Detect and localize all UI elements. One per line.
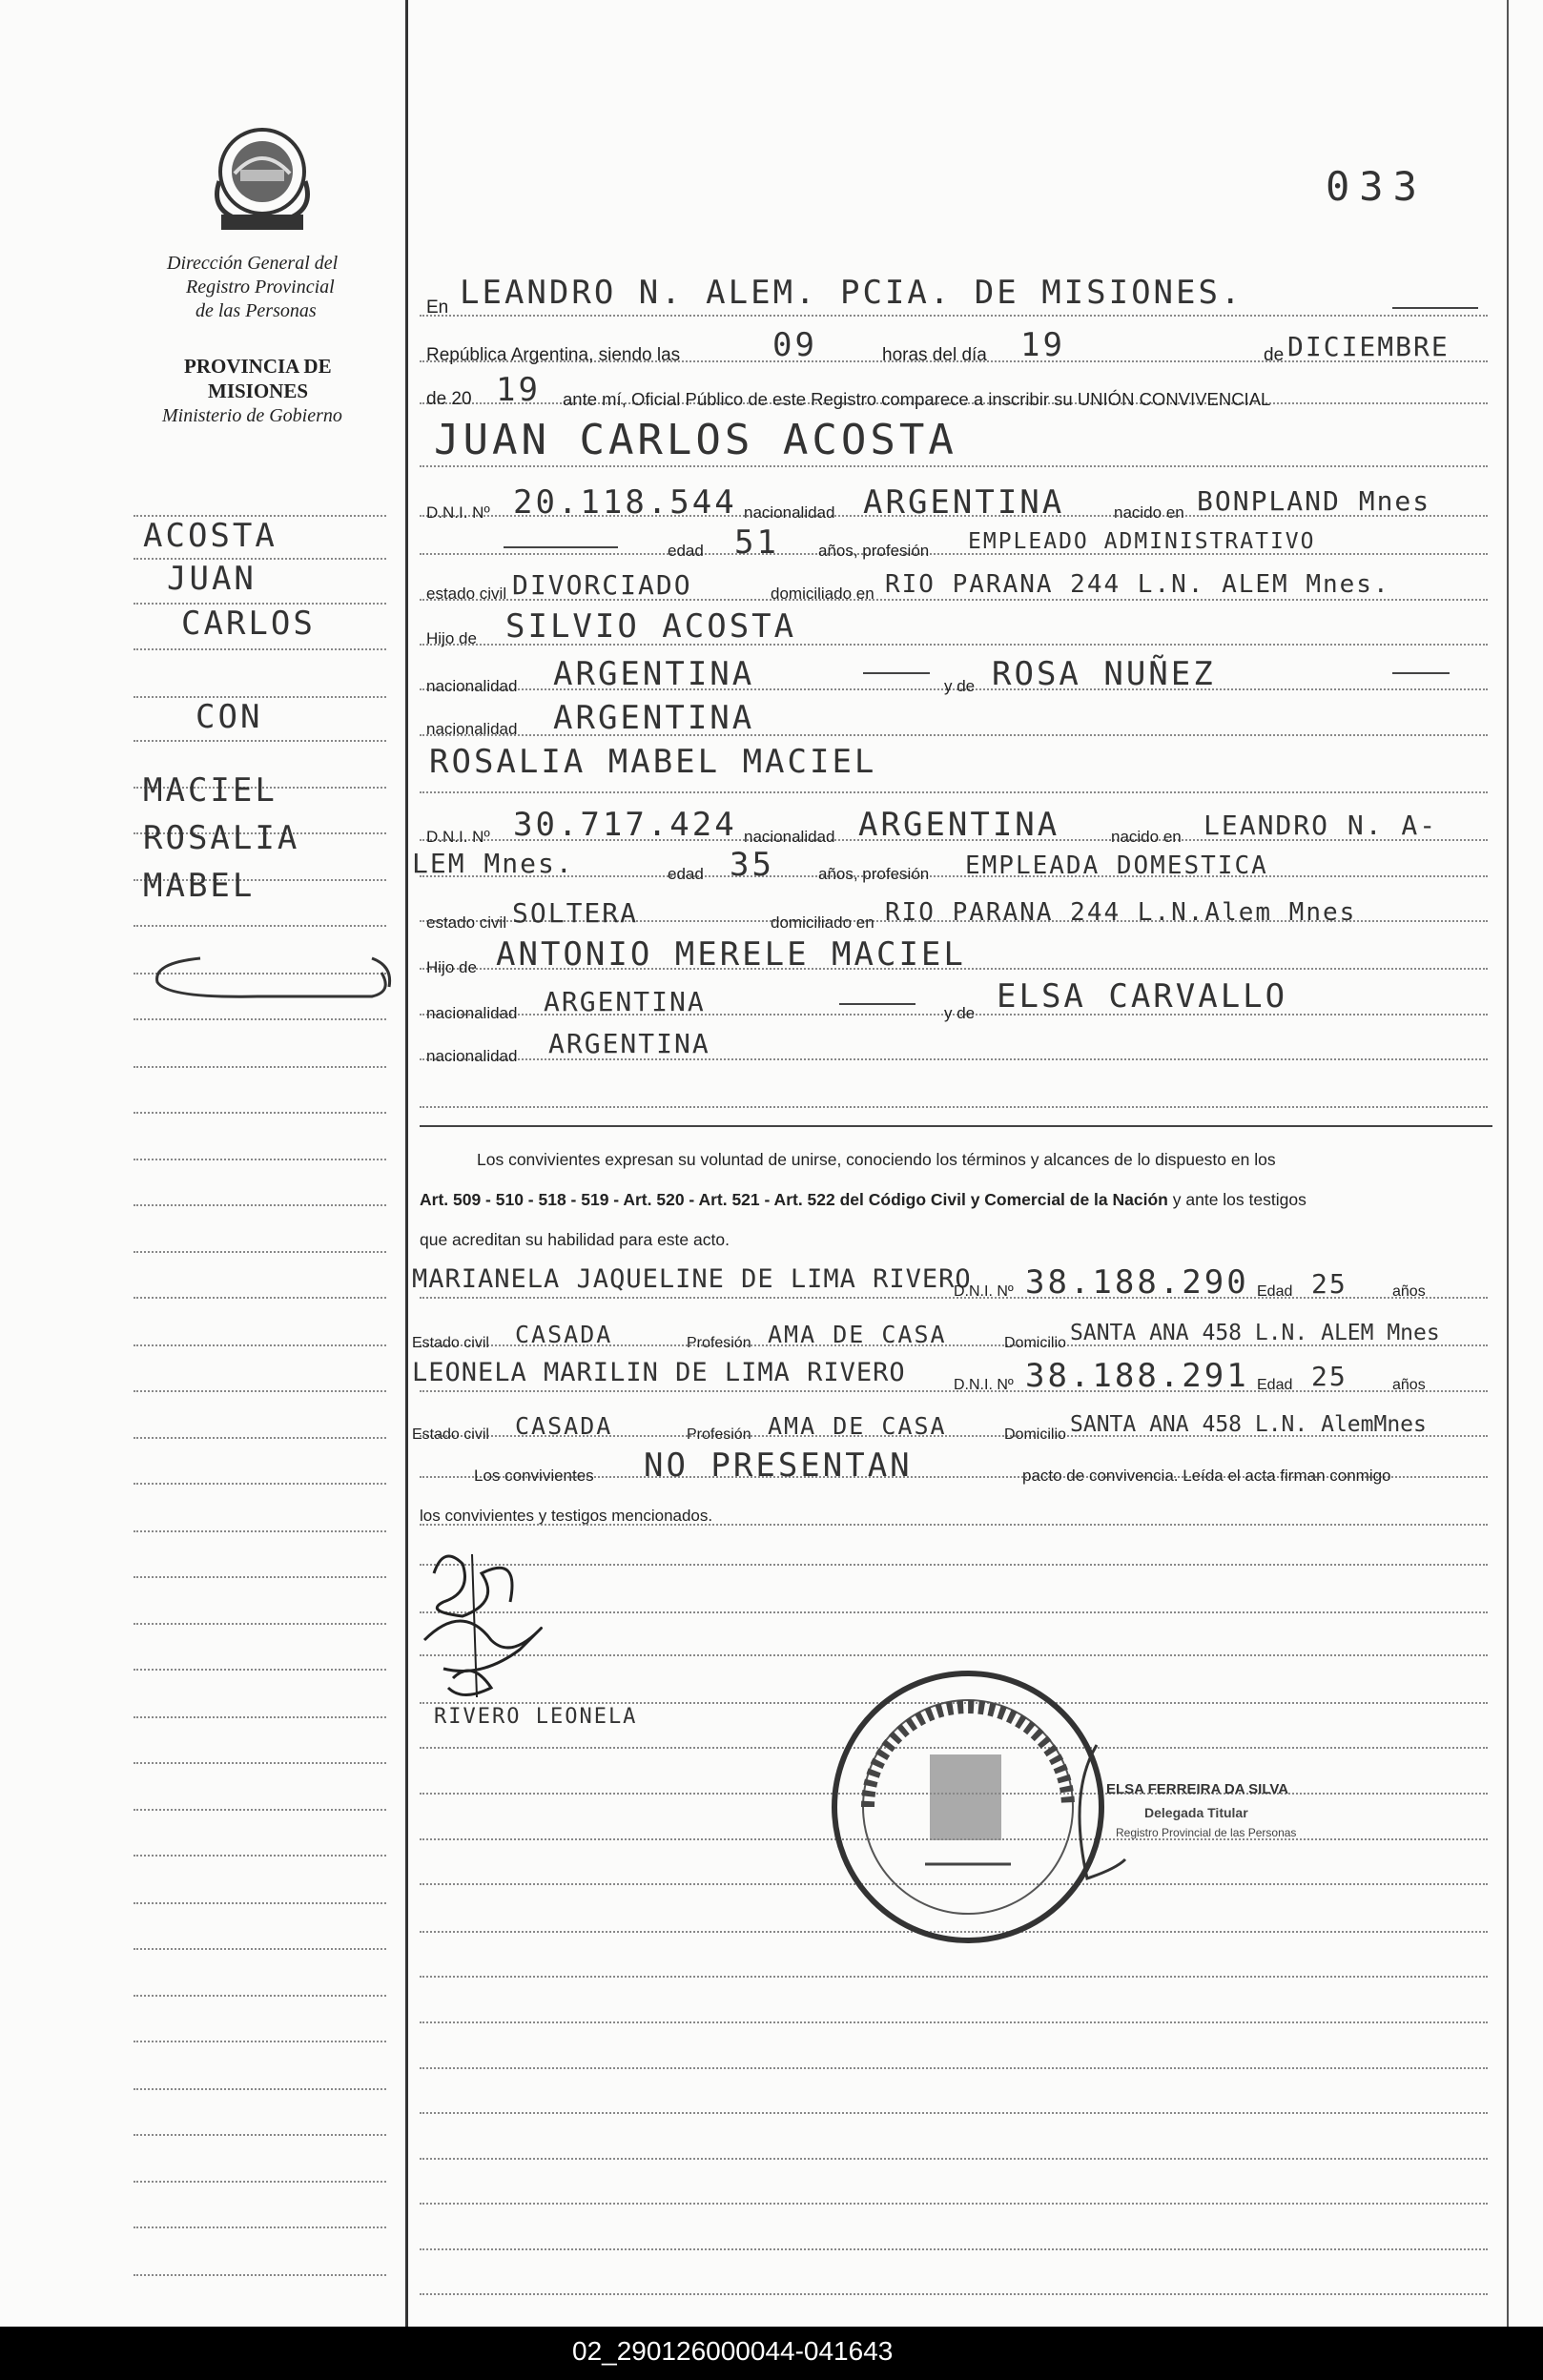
margin-con: CON [195, 698, 263, 736]
witness1-dni-label: D.N.I. Nº [954, 1283, 1014, 1300]
margin-ruled-line [134, 1297, 386, 1299]
field-nacido-1: BONPLAND Mnes [1197, 485, 1431, 517]
label-nac-madre-2: nacionalidad [426, 1047, 518, 1065]
margin-ruled-line [134, 2274, 386, 2276]
margin-name-2a: ROSALIA [143, 819, 300, 857]
field-profesion-1: EMPLEADO ADMINISTRATIVO [968, 529, 1316, 554]
witness1-profesion: AMA DE CASA [768, 1321, 947, 1348]
main-ruled-line [420, 1106, 1488, 1108]
margin-ruled-line [134, 648, 386, 650]
label-dni-1: D.N.I. Nº [426, 503, 490, 522]
witness2-name: LEONELA MARILIN DE LIMA RIVERO [412, 1358, 906, 1387]
label-dni-2: D.N.I. Nº [426, 828, 490, 846]
witness1-estado: CASADA [515, 1321, 613, 1348]
margin-ruled-line [134, 1204, 386, 1206]
margin-name-1b: CARLOS [181, 605, 316, 643]
witness2-anos-label: años [1392, 1377, 1426, 1393]
margin-ruled-line [134, 1623, 386, 1625]
field-dni-2: 30.717.424 [513, 806, 737, 844]
declaration-line-2 [420, 1190, 1306, 1210]
ministry-label: Ministerio de Gobierno [162, 405, 342, 426]
field-domicilio-1: RIO PARANA 244 L.N. ALEM Mnes. [885, 570, 1390, 599]
dash-line [1392, 307, 1478, 309]
margin-ruled-line [134, 2134, 386, 2136]
margin-ruled-line [134, 1530, 386, 1532]
main-ruled-line [420, 791, 1488, 793]
field-profesion-2: EMPLEADA DOMESTICA [965, 851, 1268, 880]
margin-ruled-line [134, 1855, 386, 1857]
main-ruled-line [420, 315, 1488, 317]
field-padre-2: ANTONIO MERELE MACIEL [496, 935, 966, 974]
witness1-profesion-label: Profesión [687, 1335, 751, 1351]
label-anos-2: años, profesión [818, 865, 930, 883]
dash-line [1392, 672, 1450, 674]
main-ruled-line [420, 875, 1488, 877]
label-de-month: de [1264, 345, 1285, 365]
field-person2-fullname: ROSALIA MABEL MACIEL [429, 743, 877, 781]
main-ruled-line [420, 2158, 1488, 2160]
field-edad-1: 51 [734, 523, 779, 562]
witness2-estado: CASADA [515, 1412, 613, 1440]
label-appear: ante mí, Oficial Público de este Registro comparece a inscribir su UNIÓN CONVIVENCIAL [563, 389, 1271, 409]
province-line-2: MISIONES [208, 380, 309, 402]
witness2-profesion: AMA DE CASA [768, 1412, 947, 1440]
field-month: DICIEMBRE [1287, 331, 1450, 362]
label-domicilio-2: domiciliado en [771, 913, 874, 932]
label-nacionalidad-1: nacionalidad [744, 503, 835, 522]
field-nacido-2a: LEANDRO N. A- [1204, 810, 1438, 841]
declaration-articles: Art. 509 - 510 - 518 - 519 - Art. 520 - Art. 521 - Art. 522 del Código Civil y Comercial de la Nación [420, 1190, 1168, 1209]
agency-line-3: de las Personas [195, 300, 317, 321]
closing-line-2: los convivientes y testigos mencionados. [420, 1507, 713, 1525]
label-nac-padre-2: nacionalidad [426, 1004, 518, 1022]
field-nac-madre-2: ARGENTINA [548, 1028, 710, 1059]
closing-pacto: NO PRESENTAN [644, 1446, 913, 1485]
margin-ruled-line [134, 1018, 386, 1020]
label-estado-2: estado civil [426, 913, 507, 932]
witness2-profesion-label: Profesión [687, 1426, 751, 1443]
field-padre-1: SILVIO ACOSTA [505, 607, 797, 646]
margin-ruled-line [134, 1576, 386, 1578]
margin-ruled-line [134, 2088, 386, 2090]
label-nacido-2: nacido en [1111, 828, 1182, 846]
right-border [1507, 0, 1509, 2327]
witness2-estado-label: Estado civil [412, 1426, 489, 1443]
label-edad-1: edad [668, 542, 704, 560]
field-year: 19 [496, 371, 541, 409]
dash-line [839, 1003, 916, 1005]
label-en: En [426, 298, 449, 318]
field-nacionalidad-1: ARGENTINA [863, 483, 1065, 522]
dash-line [863, 672, 930, 674]
label-anos-1: años, profesión [818, 542, 930, 560]
main-ruled-line [420, 2067, 1488, 2069]
margin-ruled-line [134, 1344, 386, 1346]
margin-ruled-line [134, 740, 386, 742]
closing-rest: pacto de convivencia. Leída el acta firman conmigo [1022, 1467, 1391, 1485]
witness1-edad-label: Edad [1257, 1283, 1293, 1300]
field-nac-madre-1: ARGENTINA [553, 699, 755, 737]
field-nac-padre-1: ARGENTINA [553, 655, 755, 693]
label-estado-1: estado civil [426, 585, 507, 603]
witness2-dni: 38.188.291 [1025, 1357, 1249, 1395]
label-year: de 20 [426, 389, 472, 409]
margin-ruled-line [134, 1716, 386, 1718]
label-y-de-1: y de [944, 677, 976, 695]
margin-ruled-line [134, 2181, 386, 2183]
label-hijo-1: Hijo de [426, 629, 477, 647]
declaration-line-3: que acreditan su habilidad para este acto. [420, 1230, 730, 1249]
witness1-domicilio-label: Domicilio [1004, 1335, 1066, 1351]
main-ruled-line [420, 2021, 1488, 2023]
field-nac-padre-2: ARGENTINA [544, 986, 706, 1017]
agency-line-1: Dirección General del [167, 253, 339, 274]
margin-ruled-line [134, 1112, 386, 1114]
witness2-edad: 25 [1311, 1361, 1348, 1392]
margin-name-2b: MABEL [143, 867, 256, 905]
label-republica: República Argentina, siendo las [426, 345, 681, 365]
agency-line-2: Registro Provincial [186, 277, 335, 298]
margin-ruled-line [134, 1762, 386, 1764]
margin-surname-1: ACOSTA [143, 517, 278, 555]
margin-closing-bracket-icon [143, 949, 401, 1006]
field-edad-2: 35 [730, 846, 774, 884]
signature-note: RIVERO LEONELA [434, 1705, 638, 1729]
witness1-domicilio: SANTA ANA 458 L.N. ALEM Mnes [1070, 1321, 1440, 1345]
main-ruled-line [420, 1976, 1488, 1978]
margin-ruled-line [134, 1390, 386, 1392]
main-ruled-line [420, 2203, 1488, 2205]
witness2-dni-label: D.N.I. Nº [954, 1377, 1014, 1393]
margin-ruled-line [134, 2041, 386, 2042]
field-place: LEANDRO N. ALEM. PCIA. DE MISIONES. [460, 274, 1244, 312]
margin-ruled-line [134, 2226, 386, 2228]
margin-ruled-line [134, 1066, 386, 1068]
field-dni-1: 20.118.544 [513, 483, 737, 522]
main-ruled-line [420, 1564, 1488, 1566]
official-signature-icon [1059, 1735, 1135, 1888]
label-hijo-2: Hijo de [426, 958, 477, 976]
field-day: 19 [1020, 326, 1065, 364]
main-ruled-line [420, 1654, 1488, 1656]
witness1-edad: 25 [1311, 1268, 1348, 1300]
official-title: Delegada Titular [1144, 1805, 1248, 1820]
margin-name-1a: JUAN [167, 560, 257, 598]
official-office: Registro Provincial de las Personas [1116, 1826, 1297, 1839]
margin-ruled-line [134, 1995, 386, 1997]
margin-ruled-line [134, 1437, 386, 1439]
margin-ruled-line [134, 1669, 386, 1671]
declaration-line-1: Los convivientes expresan su voluntad de unirse, conociendo los términos y alcances de lo dispuesto en los [477, 1150, 1276, 1169]
field-madre-2: ELSA CARVALLO [997, 977, 1288, 1016]
field-person1-fullname: JUAN CARLOS ACOSTA [434, 416, 957, 464]
label-edad-2: edad [668, 865, 704, 883]
field-estado-2: SOLTERA [512, 897, 639, 929]
field-hours: 09 [772, 326, 817, 364]
main-ruled-line [420, 1611, 1488, 1613]
province-line-1: PROVINCIA DE [184, 355, 332, 378]
field-estado-1: DIVORCIADO [512, 569, 692, 601]
main-ruled-line [420, 2293, 1488, 2295]
closing-label: Los convivientes [474, 1467, 594, 1485]
margin-ruled-line [134, 1948, 386, 1950]
declaration-witnesses: y ante los testigos [1172, 1190, 1306, 1209]
margin-ruled-line [134, 925, 386, 927]
page-number: 033 [1326, 163, 1427, 210]
margin-ruled-line [134, 1483, 386, 1485]
witness1-anos-label: años [1392, 1283, 1426, 1300]
label-nacionalidad-2: nacionalidad [744, 828, 835, 846]
official-name: ELSA FERREIRA DA SILVA [1106, 1781, 1289, 1797]
witness1-dni: 38.188.290 [1025, 1263, 1249, 1302]
field-nacido-2b: LEM Mnes. [412, 848, 574, 879]
coat-of-arms-icon [200, 114, 324, 238]
main-ruled-line [420, 2112, 1488, 2114]
witness2-domicilio-label: Domicilio [1004, 1426, 1066, 1443]
label-nacido-1: nacido en [1114, 503, 1184, 522]
main-ruled-line [420, 553, 1488, 555]
margin-ruled-line [134, 1251, 386, 1253]
margin-divider [405, 0, 408, 2327]
main-ruled-line [420, 465, 1488, 467]
label-nac-madre-1: nacionalidad [426, 720, 518, 738]
signature-scribbles-icon [405, 1535, 577, 1707]
field-madre-1: ROSA NUÑEZ [992, 655, 1216, 693]
section-divider [420, 1125, 1492, 1127]
label-y-de-2: y de [944, 1004, 976, 1022]
witness2-domicilio: SANTA ANA 458 L.N. AlemMnes [1070, 1412, 1427, 1437]
margin-ruled-line [134, 1809, 386, 1811]
margin-ruled-line [134, 1159, 386, 1160]
dash-line [504, 546, 618, 548]
witness2-edad-label: Edad [1257, 1377, 1293, 1393]
footer-code: 02_290126000044-041643 [572, 2336, 894, 2366]
main-ruled-line [420, 2248, 1488, 2250]
label-nac-padre-1: nacionalidad [426, 677, 518, 695]
witness1-name: MARIANELA JAQUELINE DE LIMA RIVERO [412, 1264, 972, 1294]
field-domicilio-2: RIO PARANA 244 L.N.Alem Mnes [885, 898, 1357, 927]
margin-surname-2: MACIEL [143, 771, 278, 810]
margin-ruled-line [134, 1902, 386, 1904]
field-nacionalidad-2: ARGENTINA [858, 806, 1060, 844]
witness1-estado-label: Estado civil [412, 1335, 489, 1351]
label-domicilio-1: domiciliado en [771, 585, 874, 603]
label-horas: horas del día [882, 345, 987, 365]
